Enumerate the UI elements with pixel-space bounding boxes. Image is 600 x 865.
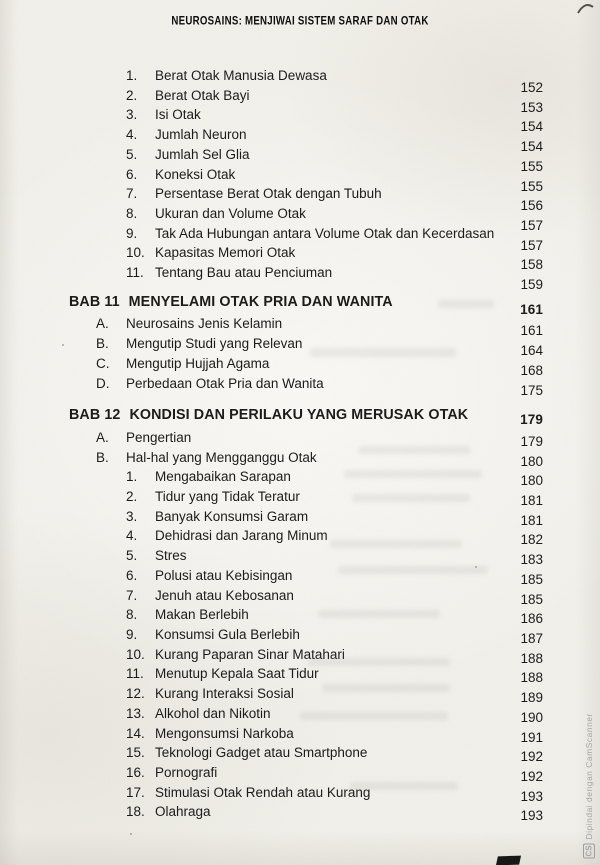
toc-entry: [0, 428, 600, 448]
toc-entry-label: Ukuran dan Volume Otak: [155, 205, 306, 221]
toc-entry-label: Perbedaan Otak Pria dan Wanita: [126, 375, 324, 391]
toc-entry-number: 2.: [126, 489, 138, 505]
toc-entry-number: 11.: [126, 265, 144, 281]
toc-entry-number: 5.: [126, 548, 138, 564]
toc-entry-label: Koneksi Otak: [155, 166, 236, 182]
toc-entry-label: Mengabaikan Sarapan: [155, 469, 291, 485]
camscanner-text: Dipindai dengan CamScanner: [584, 713, 594, 840]
toc-entry-number: 13.: [126, 705, 145, 721]
speck-artifact: [62, 344, 64, 346]
toc-entry-page: 156: [520, 198, 543, 214]
toc-entry-number: 7.: [126, 186, 138, 202]
toc-entry-number: 1.: [126, 68, 138, 83]
toc-entry-number: D.: [96, 375, 110, 391]
toc-entry-page: 164: [520, 343, 543, 359]
toc-section: [0, 406, 600, 822]
toc-entry-number: 5.: [126, 146, 138, 162]
toc-entry-page: 190: [520, 709, 543, 725]
toc-entry-page: 168: [520, 362, 543, 378]
toc-entry-label: Tak Ada Hubungan antara Volume Otak dan Kecerdasan: [155, 225, 495, 241]
chapter-title: MENYELAMI OTAK PRIA DAN WANITA: [128, 293, 393, 310]
toc-entry-number: 4.: [126, 127, 138, 143]
toc-entry: [0, 546, 600, 566]
toc-entry-label: Berat Otak Bayi: [155, 87, 250, 103]
toc-entry-label: Pornografi: [155, 764, 218, 780]
toc-entry-label: Makan Berlebih: [155, 607, 249, 623]
toc-entry-label: Konsumsi Gula Berlebih: [155, 626, 300, 642]
toc-entry-number: 8.: [126, 607, 138, 623]
speck-artifact: [130, 833, 132, 835]
table-of-contents: [0, 66, 600, 822]
toc-entry: [0, 645, 600, 665]
toc-entry: [0, 448, 600, 468]
toc-entry-number: 10.: [126, 245, 145, 261]
toc-entry-page: 182: [520, 532, 543, 548]
toc-entry: [0, 664, 600, 684]
toc-entry-page: 155: [520, 178, 543, 194]
toc-entry-page: 185: [520, 591, 543, 607]
toc-entry-page: 179: [520, 433, 543, 449]
toc-entry-page: 180: [520, 453, 543, 469]
toc-entry-label: Tentang Bau atau Penciuman: [155, 265, 333, 281]
toc-entry: [0, 783, 600, 803]
toc-entry-label: Hal-hal yang Mengganggu Otak: [126, 449, 317, 465]
toc-entry: [0, 586, 600, 606]
toc-entry-page: 158: [520, 257, 543, 273]
toc-entry-number: A.: [96, 429, 109, 445]
toc-entry-label: Olahraga: [155, 804, 211, 820]
speck-artifact: [475, 566, 477, 568]
toc-entry-label: Alkohol dan Nikotin: [155, 705, 271, 721]
toc-entry: [0, 704, 600, 724]
toc-entry-number: 6.: [126, 567, 138, 583]
toc-entry-label: Dehidrasi dan Jarang Minum: [155, 528, 328, 544]
chapter-label: BAB 12: [69, 407, 121, 424]
toc-entry-page: 155: [520, 158, 543, 174]
toc-entry-page: 191: [520, 729, 543, 745]
toc-entry: [0, 526, 600, 546]
toc-entry-label: Jumlah Sel Glia: [155, 146, 250, 162]
toc-entry-label: Persentase Berat Otak dengan Tubuh: [155, 186, 382, 202]
toc-entry-page: 157: [520, 217, 543, 233]
toc-entry-page: 193: [520, 808, 543, 824]
toc-entry-number: 16.: [126, 764, 145, 780]
toc-entry: [0, 487, 600, 507]
toc-entry: [0, 724, 600, 744]
toc-entry-page: 154: [520, 119, 543, 135]
toc-entry: [0, 802, 600, 822]
toc-entry-label: Tidur yang Tidak Teratur: [155, 489, 300, 505]
toc-entry: [0, 605, 600, 625]
toc-entry-number: 1.: [126, 469, 138, 485]
toc-entry-page: 192: [520, 768, 543, 784]
toc-entry-label: Jenuh atau Kebosanan: [155, 587, 294, 603]
toc-entry: [0, 334, 600, 359]
toc-entry-page: 180: [520, 473, 543, 489]
toc-entry-label: Kurang Paparan Sinar Matahari: [155, 646, 345, 662]
toc-entry-page: 188: [520, 650, 543, 666]
toc-entry-page: 154: [520, 139, 543, 155]
toc-entry-page: 185: [520, 571, 543, 587]
chapter-heading: [0, 293, 600, 317]
toc-entry: [0, 684, 600, 704]
toc-entry-label: Berat Otak Manusia Dewasa: [155, 68, 327, 83]
toc-entry-number: A.: [96, 316, 109, 332]
toc-entry: [0, 566, 600, 586]
toc-entry-number: C.: [96, 355, 110, 371]
toc-entry-page: 193: [520, 788, 543, 804]
pen-mark-artifact: [576, 0, 596, 14]
toc-entry-label: Pengertian: [126, 429, 192, 445]
camscanner-watermark: [583, 713, 595, 859]
toc-entry-number: 10.: [126, 646, 145, 662]
toc-entry-number: 18.: [126, 804, 145, 820]
toc-entry: [0, 625, 600, 645]
toc-entry-page: 187: [520, 630, 543, 646]
toc-entry: [0, 374, 600, 398]
toc-entry-number: 9.: [126, 225, 138, 241]
toc-section: [0, 293, 600, 398]
running-header: NEUROSAINS: MENJIWAI SISTEM SARAF DAN OTAK: [171, 14, 429, 28]
toc-entry-page: 175: [520, 382, 543, 398]
toc-entry-label: Banyak Konsumsi Garam: [155, 508, 309, 524]
bottom-edge-mark-artifact: [496, 856, 521, 865]
toc-entry-label: Mengonsumsi Narkoba: [155, 725, 294, 741]
toc-entry-number: 17.: [126, 784, 145, 800]
toc-entry-number: 4.: [126, 528, 138, 544]
chapter-title: KONDISI DAN PERILAKU YANG MERUSAK OTAK: [129, 407, 469, 424]
toc-section: [0, 66, 600, 293]
toc-entry: [0, 507, 600, 527]
toc-entry-label: Kapasitas Memori Otak: [155, 245, 296, 261]
toc-entry: [0, 763, 600, 783]
chapter-heading: [0, 406, 600, 426]
toc-entry-label: Stimulasi Otak Rendah atau Kurang: [155, 784, 371, 800]
toc-entry-number: 2.: [126, 87, 138, 103]
toc-entry-label: Jumlah Neuron: [155, 127, 247, 143]
toc-entry-page: 157: [520, 237, 543, 253]
toc-entry-label: Isi Otak: [155, 107, 201, 123]
chapter-page-number: 179: [520, 412, 543, 428]
toc-entry-page: 183: [520, 552, 543, 568]
toc-entry-number: 6.: [126, 166, 138, 182]
toc-entry: [0, 354, 600, 378]
toc-entry-number: 7.: [126, 587, 138, 603]
toc-entry-page: 181: [520, 493, 543, 509]
toc-entry-page: 192: [520, 749, 543, 765]
toc-entry-page: 181: [520, 512, 543, 528]
toc-entry-label: Stres: [155, 548, 187, 564]
toc-entry: [0, 467, 600, 487]
toc-entry-number: 3.: [126, 508, 138, 524]
toc-entry-label: Menutup Kepala Saat Tidur: [155, 666, 319, 682]
toc-entry: [0, 314, 600, 339]
toc-entry-number: B.: [96, 336, 109, 352]
toc-entry-number: B.: [96, 449, 109, 465]
toc-entry-label: Polusi atau Kebisingan: [155, 567, 293, 583]
toc-entry-number: 12.: [126, 686, 145, 702]
toc-entry-page: 161: [520, 323, 543, 339]
toc-entry-label: Mengutip Studi yang Relevan: [126, 336, 303, 352]
toc-entry-page: 159: [520, 277, 543, 293]
toc-entry-number: 11.: [126, 666, 144, 682]
toc-entry-label: Teknologi Gadget atau Smartphone: [155, 745, 368, 761]
toc-entry-number: 14.: [126, 725, 145, 741]
toc-entry-number: 9.: [126, 626, 138, 642]
chapter-page-number: 161: [520, 301, 543, 317]
toc-entry: [0, 743, 600, 763]
toc-entry-number: 8.: [126, 205, 138, 221]
toc-entry-page: 189: [520, 690, 543, 706]
toc-entry-label: Kurang Interaksi Sosial: [155, 686, 294, 702]
camscanner-logo: CS: [584, 845, 594, 857]
toc-entry-page: 153: [520, 99, 543, 115]
toc-entry-label: Mengutip Hujjah Agama: [126, 355, 270, 371]
toc-entry-page: 152: [520, 80, 543, 95]
toc-entry-number: 15.: [126, 745, 145, 761]
toc-entry-page: 186: [520, 611, 543, 627]
toc-entry: [0, 263, 600, 293]
toc-entry-label: Neurosains Jenis Kelamin: [126, 316, 283, 332]
chapter-label: BAB 11: [69, 293, 120, 310]
toc-entry-number: 3.: [126, 107, 138, 123]
toc-entry-page: 188: [520, 670, 543, 686]
